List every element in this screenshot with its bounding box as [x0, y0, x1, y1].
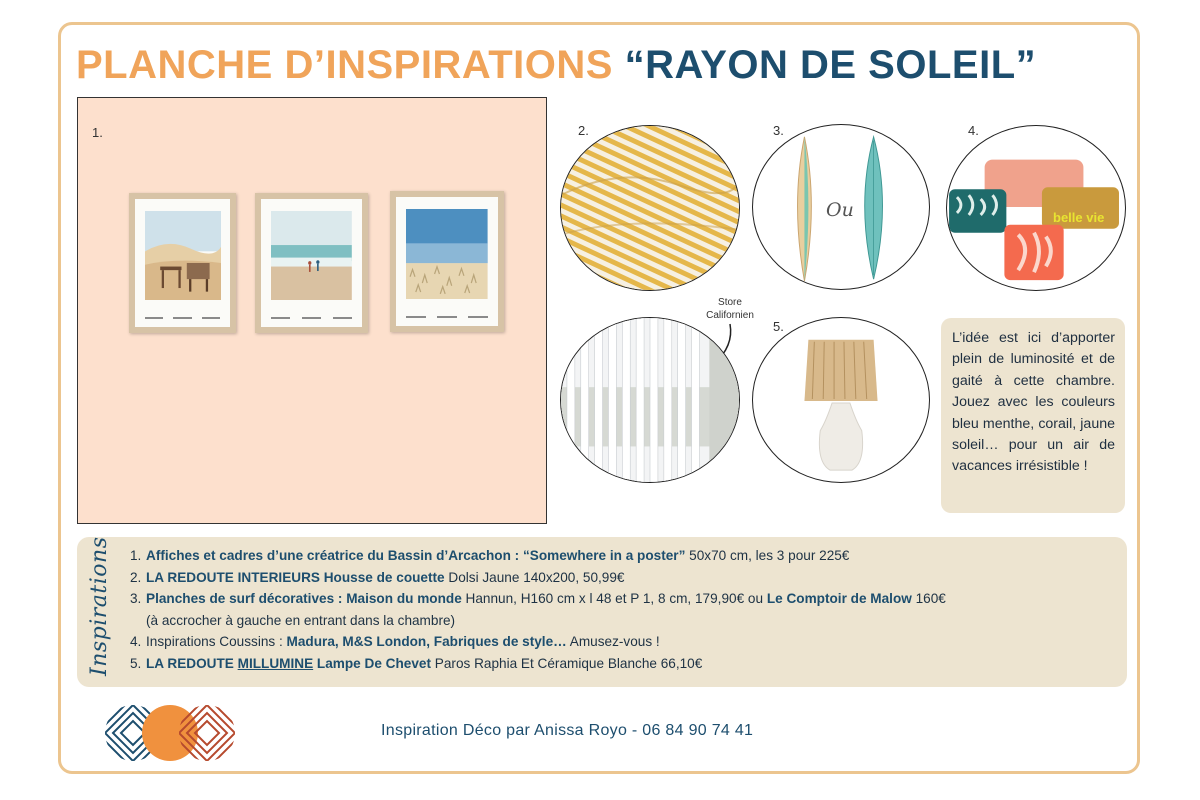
inspirations-heading: Inspirations	[87, 536, 112, 676]
surfboards-photo	[752, 124, 930, 290]
blinds-photo	[560, 317, 740, 483]
inspiration-item-1: 1. Affiches et cadres d’une créatrice du Bassin d’Arcachon : “Somewhere in a poster” 50x70 cm, les 3 pour 225€	[130, 548, 850, 563]
inspiration-item-3-note: (à accrocher à gauche en entrant dans la chambre)	[146, 612, 456, 628]
item-number-2: 2.	[578, 123, 589, 138]
posters-panel	[77, 97, 547, 524]
inspirations-list	[130, 545, 1120, 674]
title-part-1: PLANCHE D’INSPIRATIONS	[76, 43, 613, 87]
cushions-photo	[946, 125, 1126, 291]
millumine-link[interactable]: MILLUMINE	[237, 655, 314, 671]
inspiration-item-3: 3. Planches de surf décoratives : Maison du monde Hannun, H160 cm x l 48 et P 1, 8 cm, 179,90€ ou Le Comptoir de Malow 160€	[130, 591, 946, 606]
poster-surfers	[255, 193, 368, 333]
item-number-5: 5.	[773, 319, 784, 334]
poster-beach-grass	[390, 191, 504, 332]
item-number-1: 1.	[92, 125, 103, 140]
inspiration-item-5: 5. LA REDOUTE MILLUMINE Lampe De Chevet Paros Raphia Et Céramique Blanche 66,10€	[130, 655, 703, 671]
item-number-4: 4.	[968, 123, 979, 138]
item-number-3: 3.	[773, 123, 784, 138]
poster-beach-grass-image	[406, 209, 488, 299]
surfboards-or-label: Ou	[826, 199, 854, 221]
poster-surfers-image	[271, 211, 352, 301]
brand-logo-icon	[103, 703, 237, 763]
inspiration-item-4: 4. Inspirations Coussins : Madura, M&S London, Fabriques de style… Amusez-vous !	[130, 634, 660, 649]
footer-credit: Inspiration Déco par Anissa Royo - 06 84 90 74 41	[381, 722, 754, 739]
inspiration-item-2: 2. LA REDOUTE INTERIEURS Housse de couette Dolsi Jaune 140x200, 50,99€	[130, 569, 625, 585]
store-label: Store Californien	[706, 297, 754, 321]
lamp-photo	[752, 317, 930, 483]
page-title	[76, 40, 1036, 90]
poster-dunes-image	[145, 211, 221, 301]
poster-dunes	[129, 193, 236, 333]
duvet-photo	[560, 125, 740, 291]
cushion-text: belle vie	[1053, 210, 1105, 225]
idea-text-box: L’idée est ici d’apporter plein de luminosité et de gaité à cette chambre. Jouez avec les couleurs bleu menthe, corail, jaune soleil… pour un air de vacances irrésistible !	[941, 318, 1125, 513]
title-part-2: “RAYON DE SOLEIL”	[624, 43, 1037, 87]
